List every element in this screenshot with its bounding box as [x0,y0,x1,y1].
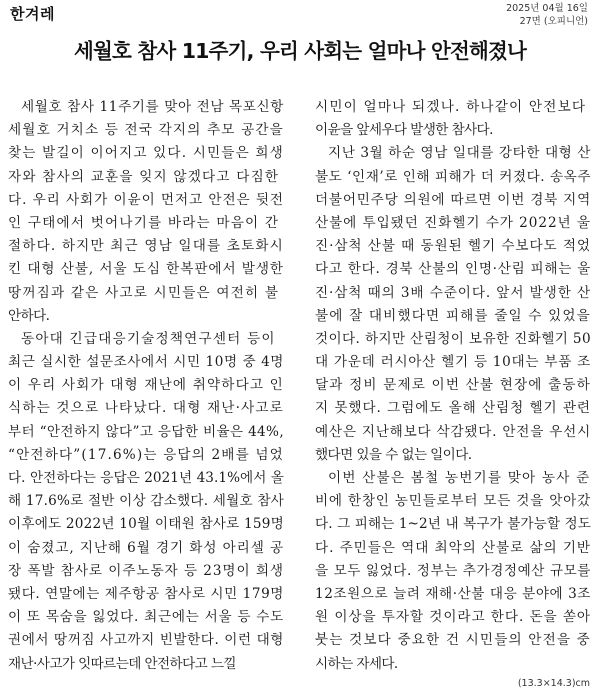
text-line: 진·삼척 때의 3배 수준이다. 앞서 발생한 산 [315,284,591,301]
text-line: 이 우리 사회가 대형 재난에 취약하다고 인 [8,377,284,394]
text-line: 다고 한다. 경북 산불의 인명·산림 피해는 울 [315,261,591,278]
text-line: 식하는 것으로 나타났다. 대형 재난·사고로 [8,400,284,417]
text-line: 지 못했다. 그럼에도 올해 산림청 헬기 관련 [315,400,591,417]
text-line: 인 구태에서 벗어나기를 바라는 마음이 간 [8,214,280,231]
text-line: 지난 3월 하순 영남 일대를 강타한 대형 산 [328,145,591,162]
text-line: 이 숨졌고, 지난해 6월 경기 화성 아리셀 공 [8,539,284,556]
text-line: 시민이 얼마나 되겠나. 하나같이 안전보다 [315,99,587,115]
text-line: “안전하다”(17.6%)는 응답의 2배를 넘었 [8,446,284,463]
text-line: 권에서 땅꺼짐 사고까지 빈발한다. 이런 대형 [8,632,284,649]
paragraph [315,467,591,676]
text-line: 자와 참사의 교훈을 잊지 않겠다고 다짐한 [8,168,280,185]
text-line: 절하다. 하지만 최근 영남 일대를 초토화시 [8,238,284,255]
text-line: 안하다. [8,307,50,324]
text-line: 더불어민주당 의원에 따르면 이번 경북 지역 [315,191,591,208]
text-line: 재난·사고가 잇따르는데 안전하다고 느낄 [8,655,236,672]
article-column-left [8,96,284,676]
text-line: 동아대 긴급대응기술정책연구센터 등이 [21,330,276,347]
text-line: 예산은 지난해보다 삭감됐다. 안전을 우선시 [315,423,591,440]
publication-date: 2025년 04월 16일 [506,3,588,14]
publication-meta [506,2,588,28]
text-line: 이 또 목숨을 잃었다. 최근에는 서울 등 수도 [8,609,284,626]
text-line: 불에 잘 대비했다면 피해를 줄일 수 있었을 [315,307,591,324]
paragraph [315,142,591,467]
text-line: 세월호 참사 11주기를 맞아 전남 목포신항 [21,99,284,115]
text-line: 최근 실시한 설문조사에서 시민 10명 중 4명 [8,354,285,371]
text-line: 해 17.6%로 절반 이상 감소했다. 세월호 참사 [8,493,284,510]
text-line: 부터 “안전하지 않다”고 응답한 비율은 44%, [8,423,284,440]
text-line: 장 폭발 참사로 이주노동자 등 23명이 희생 [8,562,284,579]
text-line: 이윤을 앞세우다 발생한 참사다. [315,122,493,139]
paragraph [8,328,284,676]
text-line: 다. 그 피해는 1~2년 내 복구가 불가능할 정도 [315,516,591,533]
text-line: 붓는 것보다 중요한 건 시민들의 안전을 중 [315,632,591,649]
text-line: 이후에도 2022년 10월 이태원 참사로 159명 [8,516,284,533]
text-line: 달과 정비 문제로 이번 산불 현장에 출동하 [315,377,591,394]
text-line: 이번 산불은 봄철 농번기를 맞아 농사 준 [328,470,591,486]
clipping-size: (13.3×14.3)cm [517,678,590,689]
text-line: 했다면 있을 수 없는 일이다. [315,446,472,463]
text-line: 12조원으로 늘려 재해·산불 대응 분야에 3조 [315,585,592,602]
newspaper-logo: 한겨레 [10,5,55,23]
text-line: 킨 대형 산불, 서울 도심 한복판에서 발생한 [8,261,284,278]
text-line: 됐다. 연말에는 제주항공 참사로 시민 179명 [8,585,285,602]
text-line: 불도 ‘인재’로 인해 피해가 더 커졌다. 송옥주 [315,168,591,185]
text-line: 땅꺼짐과 같은 사고로 시민들은 여전히 불 [8,284,280,301]
text-line: 산불에 투입됐던 진화헬기 수가 2022년 울 [315,214,591,231]
article-column-right [315,96,591,676]
text-line: 다. 안전하다는 응답은 2021년 43.1%에서 올 [8,470,284,486]
text-line: 것이다. 하지만 산림청이 보유한 진화헬기 50 [315,330,591,347]
text-line: 다. 주민들은 역대 최악의 산불로 삶의 기반 [315,539,591,556]
paragraph [315,96,591,142]
text-line: 비에 한창인 농민들로부터 모든 것을 앗아갔 [315,493,591,510]
text-line: 시하는 자세다. [315,655,398,672]
text-line: 다. 우리 사회가 이윤이 먼저고 안전은 뒷전 [8,191,284,208]
text-line: 원 이상을 투자할 것이라고 한다. 돈을 쏟아 [315,609,591,626]
text-line: 대 가운데 러시아산 헬기 등 10대는 부품 조 [315,354,591,371]
text-line: 을 모두 잃었다. 정부는 추가경정예산 규모를 [315,562,591,579]
text-line: 진·삼척 산불 때 동원된 헬기 수보다도 적었 [315,238,591,255]
masthead [0,0,600,36]
page-section: 27면 (오피니언) [519,16,588,27]
article-headline: 세월호 참사 11주기, 우리 사회는 얼마나 안전해졌나 [74,39,526,63]
text-line: 찾는 발길이 이어지고 있다. 시민들은 희생 [8,145,284,162]
paragraph [8,96,284,328]
text-line: 세월호 거치소 등 전국 각지의 추모 공간을 [8,122,284,139]
